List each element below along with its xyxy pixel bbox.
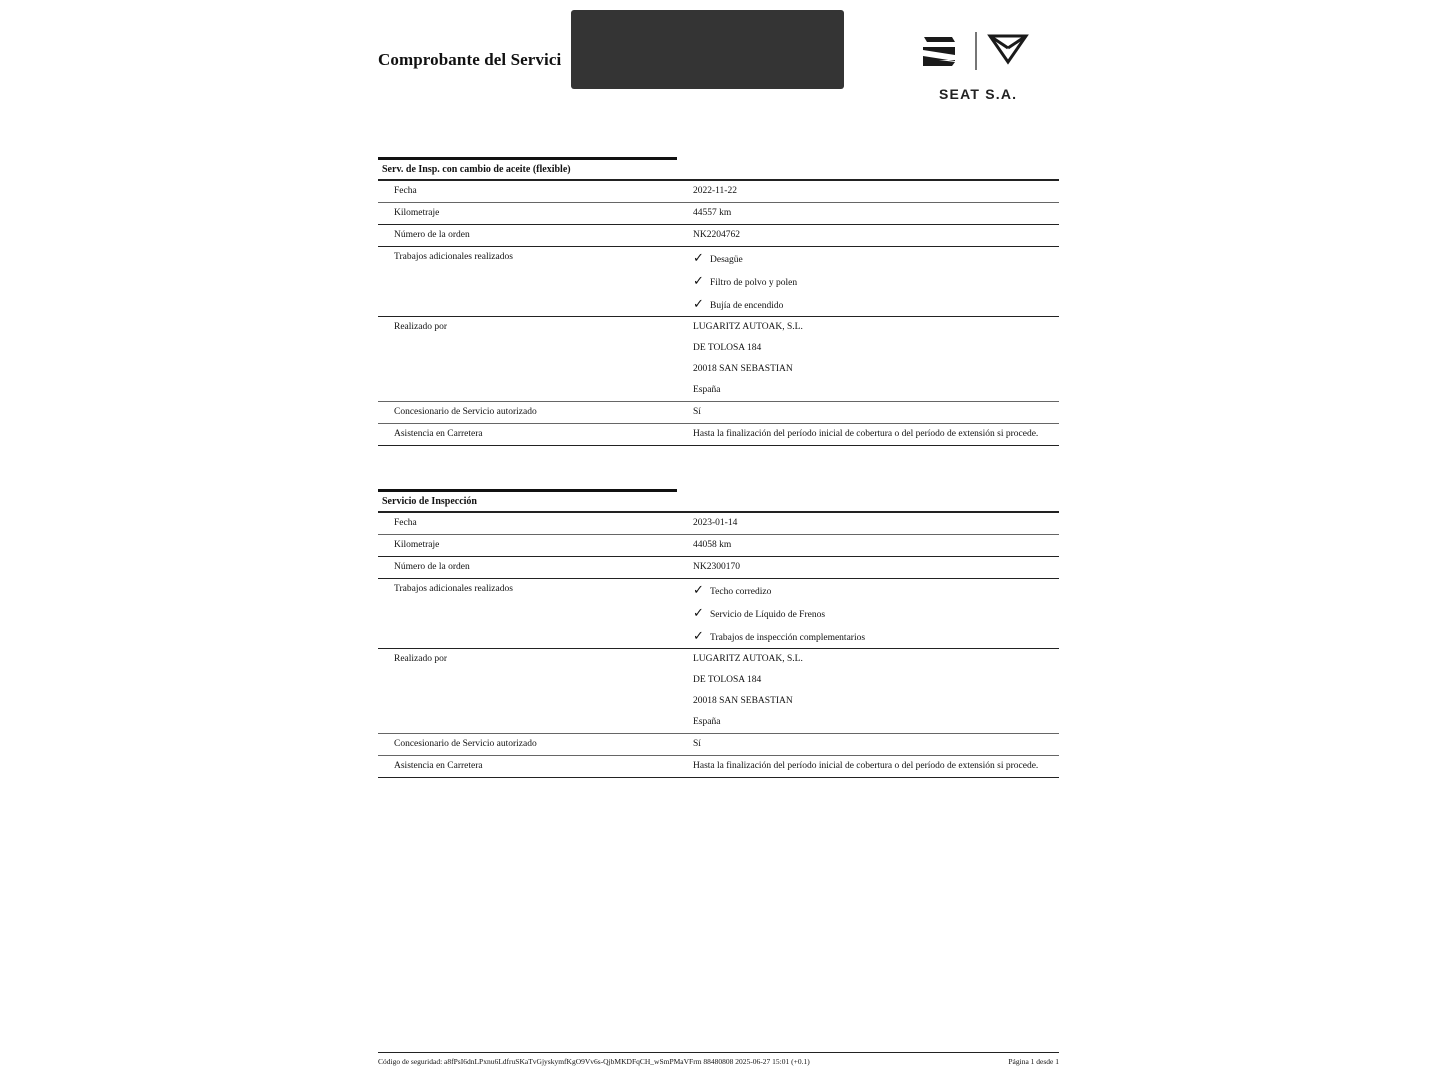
- label-km: Kilometraje: [394, 208, 440, 218]
- dealer-country: España: [693, 717, 721, 727]
- row-orden: [378, 557, 1059, 579]
- checkmark-icon: ✓: [693, 606, 704, 621]
- row-orden: [378, 225, 1059, 247]
- seat-logo-icon: [923, 37, 955, 66]
- label-asistencia: Asistencia en Carretera: [394, 429, 483, 439]
- label-realizado: Realizado por: [394, 322, 448, 332]
- value-asistencia: Hasta la finalización del período inicial de cobertura o del período de extensión si procede.: [693, 761, 1039, 771]
- checkmark-icon: ✓: [693, 274, 704, 289]
- work-item: ✓ Techo corredizo: [693, 579, 1059, 602]
- section-title: Servicio de Inspección: [378, 492, 1059, 513]
- page-number: Página 1 desde 1: [1008, 1057, 1059, 1066]
- value-orden: NK2300170: [693, 562, 740, 572]
- service-section-1: [378, 157, 1059, 446]
- value-asistencia: Hasta la finalización del período inicial de cobertura o del período de extensión si procede.: [693, 429, 1039, 439]
- row-concesionario: [378, 402, 1059, 424]
- work-item: ✓ Desagüe: [693, 247, 1059, 270]
- row-concesionario: [378, 734, 1059, 756]
- label-orden: Número de la orden: [394, 230, 470, 240]
- service-section-2: [378, 489, 1059, 778]
- security-code: Código de seguridad: a8fPsI6dnLPxnu6LdfruSKaTvGjyskymfKgO9Vv6s-QjbMKDFqCH_wSmPMaVFrm 88480808 2025-06-27 15:01 (+0.1): [378, 1057, 810, 1066]
- work-item: ✓ Trabajos de inspección complementarios: [693, 625, 1059, 648]
- dealer-street: DE TOLOSA 184: [693, 675, 762, 685]
- page-footer: [378, 1052, 1059, 1066]
- row-km: [378, 535, 1059, 557]
- row-realizado: [378, 649, 1059, 734]
- value-fecha: 2022-11-22: [693, 186, 737, 196]
- redaction-box: [571, 10, 844, 89]
- checkmark-icon: ✓: [693, 629, 704, 644]
- label-realizado: Realizado por: [394, 654, 448, 664]
- section-title: Serv. de Insp. con cambio de aceite (flexible): [378, 160, 1059, 181]
- brand-logo: [918, 28, 1038, 108]
- value-fecha: 2023-01-14: [693, 518, 738, 528]
- value-km: 44557 km: [693, 208, 732, 218]
- dealer-name: LUGARITZ AUTOAK, S.L.: [693, 322, 803, 332]
- dealer-city: 20018 SAN SEBASTIAN: [693, 696, 793, 706]
- row-asistencia: [378, 424, 1059, 446]
- row-trabajos: [378, 247, 1059, 317]
- label-concesionario: Concesionario de Servicio autorizado: [394, 739, 537, 749]
- label-fecha: Fecha: [394, 518, 417, 528]
- dealer-street: DE TOLOSA 184: [693, 343, 762, 353]
- dealer-country: España: [693, 385, 721, 395]
- row-asistencia: [378, 756, 1059, 778]
- label-asistencia: Asistencia en Carretera: [394, 761, 483, 771]
- label-fecha: Fecha: [394, 186, 417, 196]
- brand-name: SEAT S.A.: [939, 86, 1018, 102]
- work-item: ✓ Filtro de polvo y polen: [693, 270, 1059, 293]
- row-trabajos: [378, 579, 1059, 649]
- value-orden: NK2204762: [693, 230, 740, 240]
- label-orden: Número de la orden: [394, 562, 470, 572]
- work-item: ✓ Bujía de encendido: [693, 293, 1059, 316]
- checkmark-icon: ✓: [693, 251, 704, 266]
- row-realizado: [378, 317, 1059, 402]
- value-concesionario: Sí: [693, 739, 701, 749]
- value-km: 44058 km: [693, 540, 732, 550]
- label-km: Kilometraje: [394, 540, 440, 550]
- cupra-logo-icon: [990, 36, 1026, 62]
- label-trabajos: Trabajos adicionales realizados: [394, 252, 513, 262]
- checkmark-icon: ✓: [693, 583, 704, 598]
- work-item: ✓ Servicio de Líquido de Frenos: [693, 602, 1059, 625]
- checkmark-icon: ✓: [693, 297, 704, 312]
- dealer-name: LUGARITZ AUTOAK, S.L.: [693, 654, 803, 664]
- dealer-city: 20018 SAN SEBASTIAN: [693, 364, 793, 374]
- value-concesionario: Sí: [693, 407, 701, 417]
- row-fecha: [378, 513, 1059, 535]
- label-concesionario: Concesionario de Servicio autorizado: [394, 407, 537, 417]
- label-trabajos: Trabajos adicionales realizados: [394, 584, 513, 594]
- row-km: [378, 203, 1059, 225]
- document-title: Comprobante del Servici: [378, 50, 562, 69]
- row-fecha: [378, 181, 1059, 203]
